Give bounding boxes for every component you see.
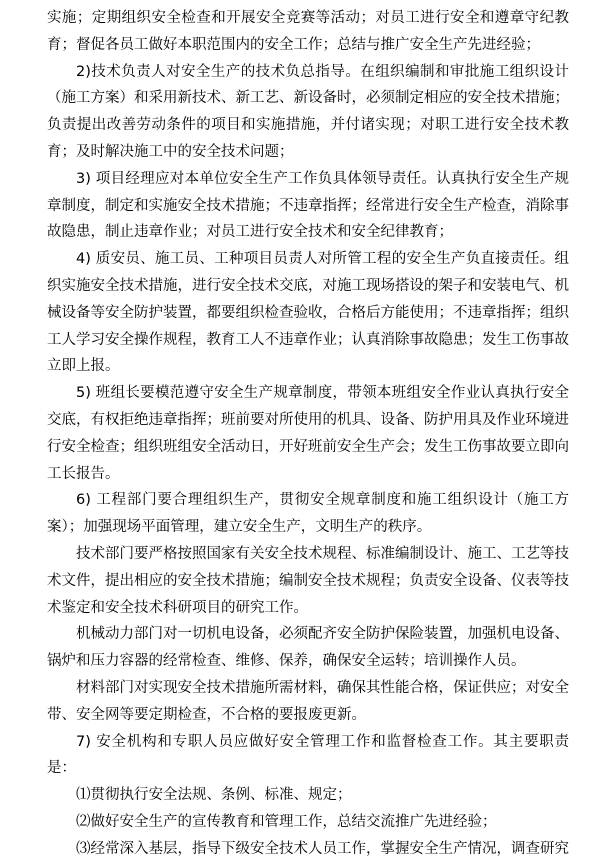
paragraph-technical-lead: 2)技术负责人对安全生产的技术负总指导。在组织编制和审批施工组织设计（施工方案）和采用新技术、新工艺、新设备时，必须制定相应的安全技术措施；负责提出改善劳动条件的项目和实施措施，并付诸实现；对职工进行安全技术教育；及时解决施工中的安全技术问题； [47, 63, 569, 160]
paragraph-materials-dept: 材料部门对实现安全技术措施所需材料，确保其性能合格，保证供应；对安全带、安全网等要定期检查，不合格的要报废更新。 [47, 679, 569, 723]
list-item-duty-3: ⑶经常深入基层，指导下级安全技术人员工作，掌握安全生产情况，调查研究 [76, 840, 569, 857]
list-item-duty-1: ⑴贯彻执行安全法规、条例、标准、规定； [76, 787, 352, 804]
paragraph-technical-dept: 技术部门要严格按照国家有关安全技术规程、标准编制设计、施工、工艺等技术文件，提出相应的安全技术措施；编制安全技术规程；负责安全设备、仪表等技术鉴定和安全技术科研项目的研究工作。 [47, 545, 569, 616]
paragraph-responsibilities-continued: 实施；定期组织安全检查和开展安全竞赛等活动；对员工进行安全和遵章守纪教育；督促各员工做好本职范围内的安全工作；总结与推广安全生产先进经验； [47, 10, 569, 53]
paragraph-project-manager: 3) 项目经理应对本单位安全生产工作负具体领导责任。认真执行安全生产规章制度，制定和实施安全技术措施；不违章指挥；经常进行安全生产检查，消除事故隐患，制止违章作业；对员工进行安全技术和安全纪律教育； [47, 170, 569, 241]
paragraph-quality-safety-staff: 4) 质安员、施工员、工种项目员责人对所管工程的安全生产负直接责任。组织实施安全技术措施，进行安全技术交底，对施工现场搭设的架子和安装电气、机械设备等安全防护装置，都要组织检查验收，合格后方能使用；不违章指挥；组织工人学习安全操作规程，教育工人不违章作业；认真消除事故隐患；发生工伤事故立即上报。 [47, 251, 569, 375]
paragraph-team-leader: 5) 班组长要模范遵守安全生产规章制度，带领本班组安全作业认真执行安全交底，有权拒绝违章指挥；班前要对所使用的机具、设备、防护用具及作业环境进行安全检查；组织班组安全活动日，开好班前安全生产会；发生工伤事故要立即向工长报告。 [47, 385, 569, 482]
paragraph-engineering-dept: 6) 工程部门要合理组织生产，贯彻安全规章制度和施工组织设计（施工方案）；加强现场平面管理，建立安全生产，文明生产的秩序。 [47, 492, 569, 536]
paragraph-mechanical-dept: 机械动力部门对一切机电设备，必须配齐安全防护保险装置，加强机电设备、锅炉和压力容器的经常检查、维修、保养，确保安全运转；培训操作人员。 [47, 626, 569, 670]
list-item-duty-2: ⑵做好安全生产的宣传教育和管理工作，总结交流推广先进经验； [76, 813, 497, 830]
paragraph-safety-agency: 7) 安全机构和专职人员应做好安全管理工作和监督检查工作。其主要职责是： [47, 733, 569, 777]
